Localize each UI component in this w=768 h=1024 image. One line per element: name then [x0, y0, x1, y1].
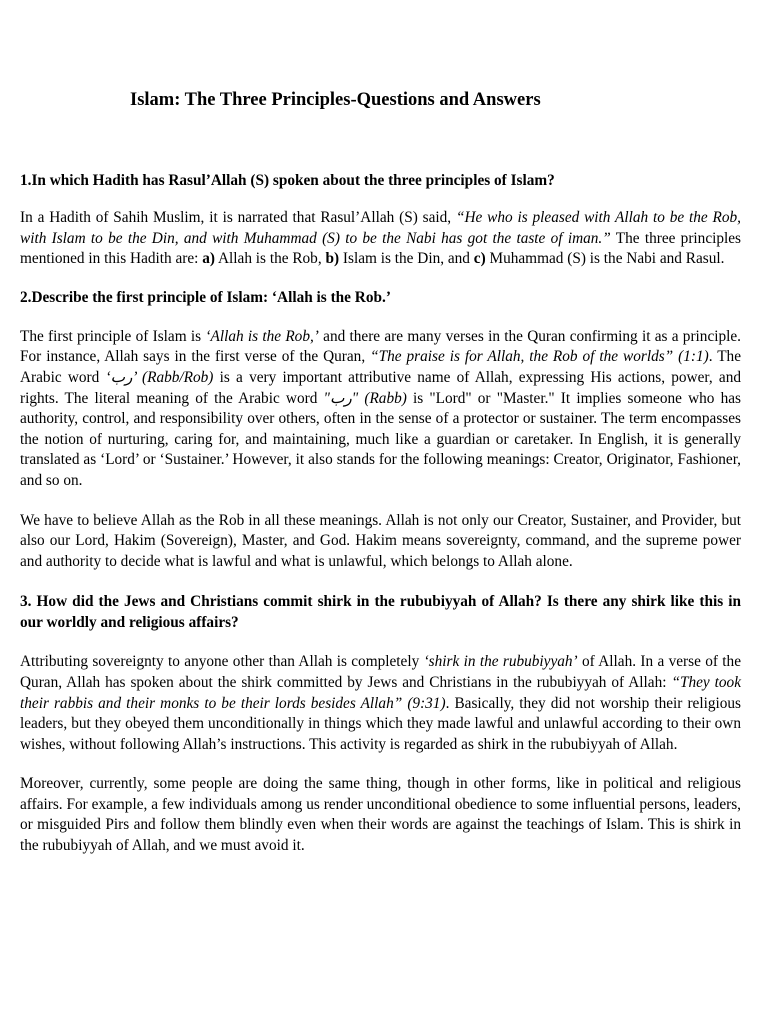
answer-1	[20, 208, 741, 270]
answer-1-label-a: a)	[202, 250, 215, 268]
answer-2-paragraph-2: We have to believe Allah as the Rob in all these meanings. Allah is not only our Creator, Sustainer, and Provider, but also our Lord, Hakim (Sovereign), Master, and God. Hakim means sovereignty, command, and the supreme power and authority to decide what is lawful and what is unlawful, which belongs to Allah alone.	[20, 511, 741, 570]
answer-2-quran-quote: “The praise is for Allah, the Rob of the worlds” (1:1)	[370, 348, 709, 366]
answer-2-text: The first principle of Islam is	[20, 327, 206, 345]
answer-2-text: is "Lord" or "Master." It implies someone who has authority, control, and responsibility over others, often in the sense of a protector or sustainer. The term encompasses the notion of nurturing, caring for, and maintaining, much like a guardian or caretaker. In English, it is generally translated as ‘Lord’ or ‘Sustainer.’ However, it also stands for the following meanings: Creator, Originator, Fashioner, and so on.	[20, 389, 741, 489]
answer-2-text: is a very important attributive name of Allah, expressing His actions, power, and rights. The literal meaning of the Arabic word	[20, 368, 741, 407]
document-page	[20, 88, 741, 874]
answer-1-text-b: Islam is the Din, and	[339, 250, 474, 268]
answer-1-text-a: Allah is the Rob,	[215, 250, 326, 268]
question-3: 3. How did the Jews and Christians commit shirk in the rububiyyah of Allah? Is there any shirk like this in our worldly and religious affairs?	[20, 593, 741, 632]
page-title: Islam: The Three Principles-Questions and Answers	[130, 90, 541, 110]
answer-3-quran-quote: “They took their rabbis and their monks to be their lords besides Allah” (9:31)	[20, 673, 741, 712]
answer-2-text: and there are many verses in the Quran confirming it as a principle. For instance, Allah says in the first verse of the Quran,	[20, 327, 742, 366]
answer-1-label-b: b)	[325, 250, 340, 268]
answer-2-italic: ‘Allah is the Rob,’	[205, 327, 319, 345]
answer-1-text-c: Muhammad (S) is the Nabi and Rasul.	[485, 250, 725, 268]
answer-3-paragraph-2: Moreover, currently, some people are doing the same thing, though in other forms, like in political and religious affairs. For example, a few individuals among us render unconditional obedience to some influential persons, leaders, or misguided Pirs and follow them blindly even when their words are against the teachings of Islam. This is shirk in the rububiyyah of Allah, and we must avoid it.	[20, 775, 741, 855]
answer-3-italic: ‘shirk in the rububiyyah’	[423, 653, 578, 671]
answer-2-arabic-word: ‘رب’ (Rabb/Rob)	[105, 368, 214, 386]
answer-3-text: of Allah. In a verse of the Quran, Allah has spoken about the shirk committed by Jews and Christians in the rububiyyah of Allah:	[20, 653, 741, 691]
answer-1-mid: The three principles mentioned in this Hadith are:	[20, 229, 742, 268]
question-2: 2.Describe the first principle of Islam: ‘Allah is the Rob.’	[20, 288, 391, 306]
answer-1-hadith-quote: “He who is pleased with Allah to be the Rob, with Islam to be the Din, and with Muhammad (S) to be the Nabi has got the taste of iman.”	[20, 209, 742, 247]
answer-1-label-c: c)	[473, 250, 486, 268]
answer-3-text: Attributing sovereignty to anyone other than Allah is completely	[20, 653, 424, 671]
answer-3-paragraph-1	[20, 652, 741, 755]
answer-3-text: . Basically, they did not worship their religious leaders, but they obeyed them unconditionally in things which they made lawful and unlawful according to their own wishes, without following Allah’s instructions. This activity is regarded as shirk in the rububiyyah of Allah.	[20, 694, 741, 753]
answer-2-text: . The Arabic word	[20, 348, 741, 386]
question-1: 1.In which Hadith has Rasul’Allah (S) spoken about the three principles of Islam?	[20, 172, 555, 189]
answer-1-intro: In a Hadith of Sahih Muslim, it is narrated that Rasul’Allah (S) said,	[20, 209, 456, 226]
answer-2-paragraph-1	[20, 327, 741, 492]
answer-2-arabic-word: "رب" (Rabb)	[323, 389, 407, 407]
